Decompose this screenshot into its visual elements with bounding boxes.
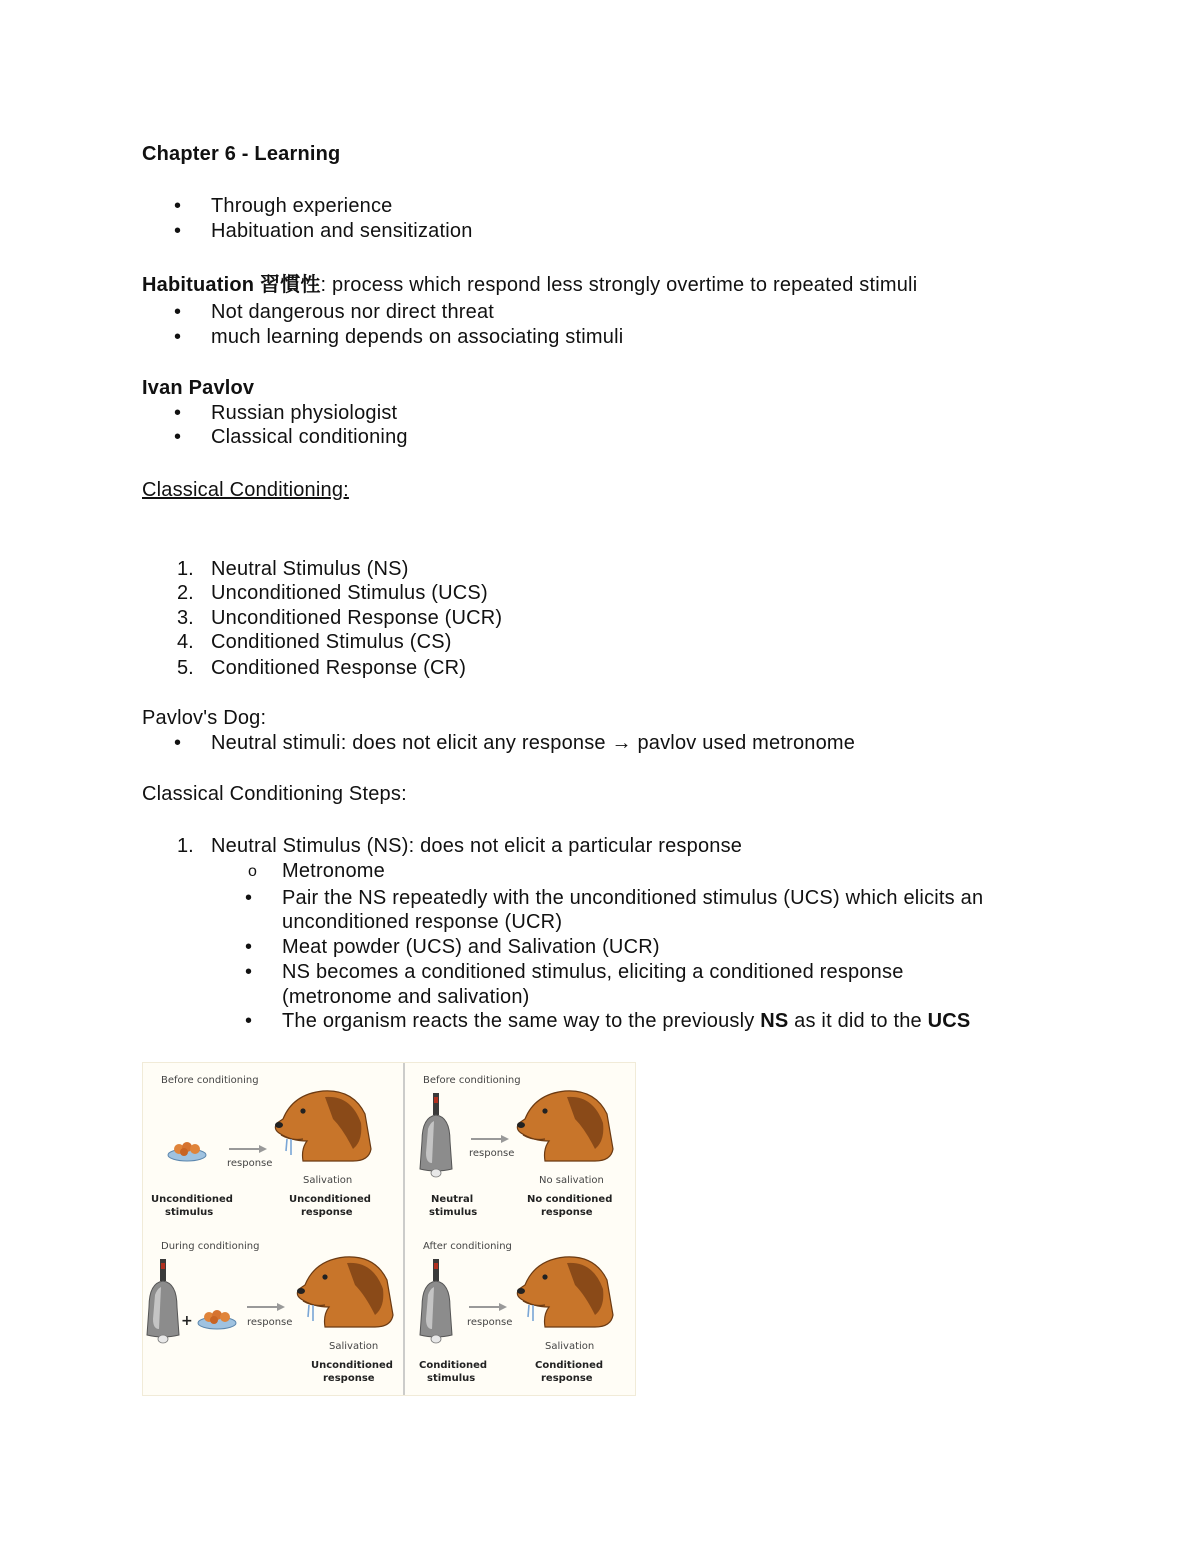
pavlov-conditioning-figure bbox=[142, 1062, 636, 1396]
dog-icon bbox=[275, 1091, 371, 1161]
food-bowl-icon bbox=[168, 1142, 206, 1161]
list-number: 4. bbox=[177, 631, 194, 653]
bullet-icon: • bbox=[174, 301, 182, 323]
dog-icon bbox=[517, 1257, 613, 1327]
dog-icon bbox=[517, 1091, 613, 1161]
sub-bullet-1-line-2: unconditioned response (UCR) bbox=[282, 911, 563, 933]
arrow-icon bbox=[469, 1303, 507, 1311]
bullet-icon: • bbox=[174, 220, 182, 242]
pavlovs-dog-heading: Pavlov's Dog: bbox=[142, 707, 267, 729]
ns-emphasis: NS bbox=[760, 1010, 789, 1032]
bullet-icon: • bbox=[245, 887, 253, 909]
step-1: Neutral Stimulus (NS): does not elicit a particular response bbox=[211, 835, 743, 857]
panel-2-arrow-label: response bbox=[469, 1148, 515, 1159]
panel-1-title: Before conditioning bbox=[161, 1075, 259, 1086]
metronome-bell-icon bbox=[420, 1259, 452, 1343]
food-bowl-icon bbox=[198, 1310, 236, 1329]
panel-4-caption-left-2: stimulus bbox=[427, 1373, 476, 1384]
panel-1-caption-right-1: Unconditioned bbox=[289, 1194, 371, 1205]
bullet-icon: • bbox=[245, 1010, 253, 1032]
cc-item-3: Unconditioned Response (UCR) bbox=[211, 607, 503, 629]
classical-conditioning-heading: Classical Conditioning: bbox=[142, 479, 349, 501]
arrow-icon bbox=[229, 1145, 267, 1153]
sub-bullet-4-part-1: The organism reacts the same way to the previously bbox=[282, 1010, 761, 1032]
panel-4-caption-left-1: Conditioned bbox=[419, 1360, 488, 1371]
habituation-definition: : process which respond less strongly overtime to repeated stimuli bbox=[320, 274, 918, 296]
sub-bullet-2: Meat powder (UCS) and Salivation (UCR) bbox=[282, 936, 660, 958]
cc-item-2: Unconditioned Stimulus (UCS) bbox=[211, 582, 488, 604]
steps-heading: Classical Conditioning Steps: bbox=[142, 783, 407, 805]
pavlov-heading: Ivan Pavlov bbox=[142, 377, 255, 399]
panel-2-caption-right-2: response bbox=[541, 1207, 593, 1218]
ucs-emphasis: UCS bbox=[927, 1010, 971, 1032]
list-number: 5. bbox=[177, 657, 194, 679]
metronome-bell-icon bbox=[147, 1259, 179, 1343]
panel-2-title: Before conditioning bbox=[423, 1075, 521, 1086]
dog-icon bbox=[297, 1257, 393, 1327]
sub-bullet-3-line-1: NS becomes a conditioned stimulus, eliciting a conditioned response bbox=[282, 961, 904, 983]
list-number: 1. bbox=[177, 835, 194, 857]
sub-bullet-1-line-1: Pair the NS repeatedly with the unconditioned stimulus (UCS) which elicits an bbox=[282, 887, 984, 909]
drool-icon bbox=[528, 1305, 533, 1321]
intro-bullet-2: Habituation and sensitization bbox=[211, 220, 473, 242]
sub-metronome: Metronome bbox=[282, 860, 385, 882]
panel-1-result: Salivation bbox=[303, 1175, 353, 1186]
metronome-bell-icon bbox=[420, 1093, 452, 1177]
list-number: 2. bbox=[177, 582, 194, 604]
panel-4-caption-right-1: Conditioned bbox=[535, 1360, 604, 1371]
panel-1-caption-left-1: Unconditioned bbox=[151, 1194, 233, 1205]
pavlov-bullet-1: Russian physiologist bbox=[211, 402, 398, 424]
panel-3-result: Salivation bbox=[329, 1341, 379, 1352]
bullet-icon: • bbox=[174, 426, 182, 448]
panel-4-arrow-label: response bbox=[467, 1317, 513, 1328]
panel-2-caption-left-2: stimulus bbox=[429, 1207, 478, 1218]
plus-sign: + bbox=[181, 1313, 193, 1329]
habituation-bullet-2: much learning depends on associating stimuli bbox=[211, 326, 624, 348]
panel-3-caption-right-1: Unconditioned bbox=[311, 1360, 393, 1371]
panel-4-title: After conditioning bbox=[423, 1241, 512, 1252]
panel-1-caption-left-2: stimulus bbox=[165, 1207, 214, 1218]
panel-3-title: During conditioning bbox=[161, 1241, 260, 1252]
panel-4-caption-right-2: response bbox=[541, 1373, 593, 1384]
drool-icon bbox=[308, 1305, 313, 1321]
panel-2-result: No salivation bbox=[539, 1175, 604, 1186]
sub-bullet-3-line-2: (metronome and salivation) bbox=[282, 986, 530, 1008]
sub-bullet-4 bbox=[282, 1009, 970, 1033]
panel-2-caption-left-1: Neutral bbox=[431, 1194, 474, 1205]
cc-item-1: Neutral Stimulus (NS) bbox=[211, 558, 409, 580]
list-number: 1. bbox=[177, 558, 194, 580]
panel-3-arrow-label: response bbox=[247, 1317, 293, 1328]
arrow-icon bbox=[247, 1303, 285, 1311]
bullet-icon: • bbox=[174, 732, 182, 754]
habituation-definition-line bbox=[142, 273, 917, 297]
bullet-icon: • bbox=[245, 936, 253, 958]
chapter-title: Chapter 6 - Learning bbox=[142, 143, 341, 165]
bullet-icon: • bbox=[174, 402, 182, 424]
pavlovs-dog-bullet: Neutral stimuli: does not elicit any response → pavlov used metronome bbox=[211, 732, 856, 754]
habituation-term: Habituation 習慣性 bbox=[142, 274, 321, 296]
panel-2-caption-right-1: No conditioned bbox=[527, 1194, 613, 1205]
cc-item-4: Conditioned Stimulus (CS) bbox=[211, 631, 452, 653]
arrow-icon bbox=[471, 1135, 509, 1143]
cc-item-5: Conditioned Response (CR) bbox=[211, 657, 467, 679]
drool-icon bbox=[286, 1139, 291, 1155]
habituation-bullet-1: Not dangerous nor direct threat bbox=[211, 301, 495, 323]
pavlov-bullet-2: Classical conditioning bbox=[211, 426, 408, 448]
sub-bullet-4-part-2: as it did to the bbox=[788, 1010, 928, 1032]
circle-bullet-icon: o bbox=[248, 863, 257, 880]
panel-1-arrow-label: response bbox=[227, 1158, 273, 1169]
bullet-icon: • bbox=[245, 961, 253, 983]
bullet-icon: • bbox=[174, 195, 182, 217]
figure-svg bbox=[143, 1063, 635, 1395]
panel-1-caption-right-2: response bbox=[301, 1207, 353, 1218]
panel-4-result: Salivation bbox=[545, 1341, 595, 1352]
list-number: 3. bbox=[177, 607, 194, 629]
intro-bullet-1: Through experience bbox=[211, 195, 393, 217]
panel-3-caption-right-2: response bbox=[323, 1373, 375, 1384]
bullet-icon: • bbox=[174, 326, 182, 348]
